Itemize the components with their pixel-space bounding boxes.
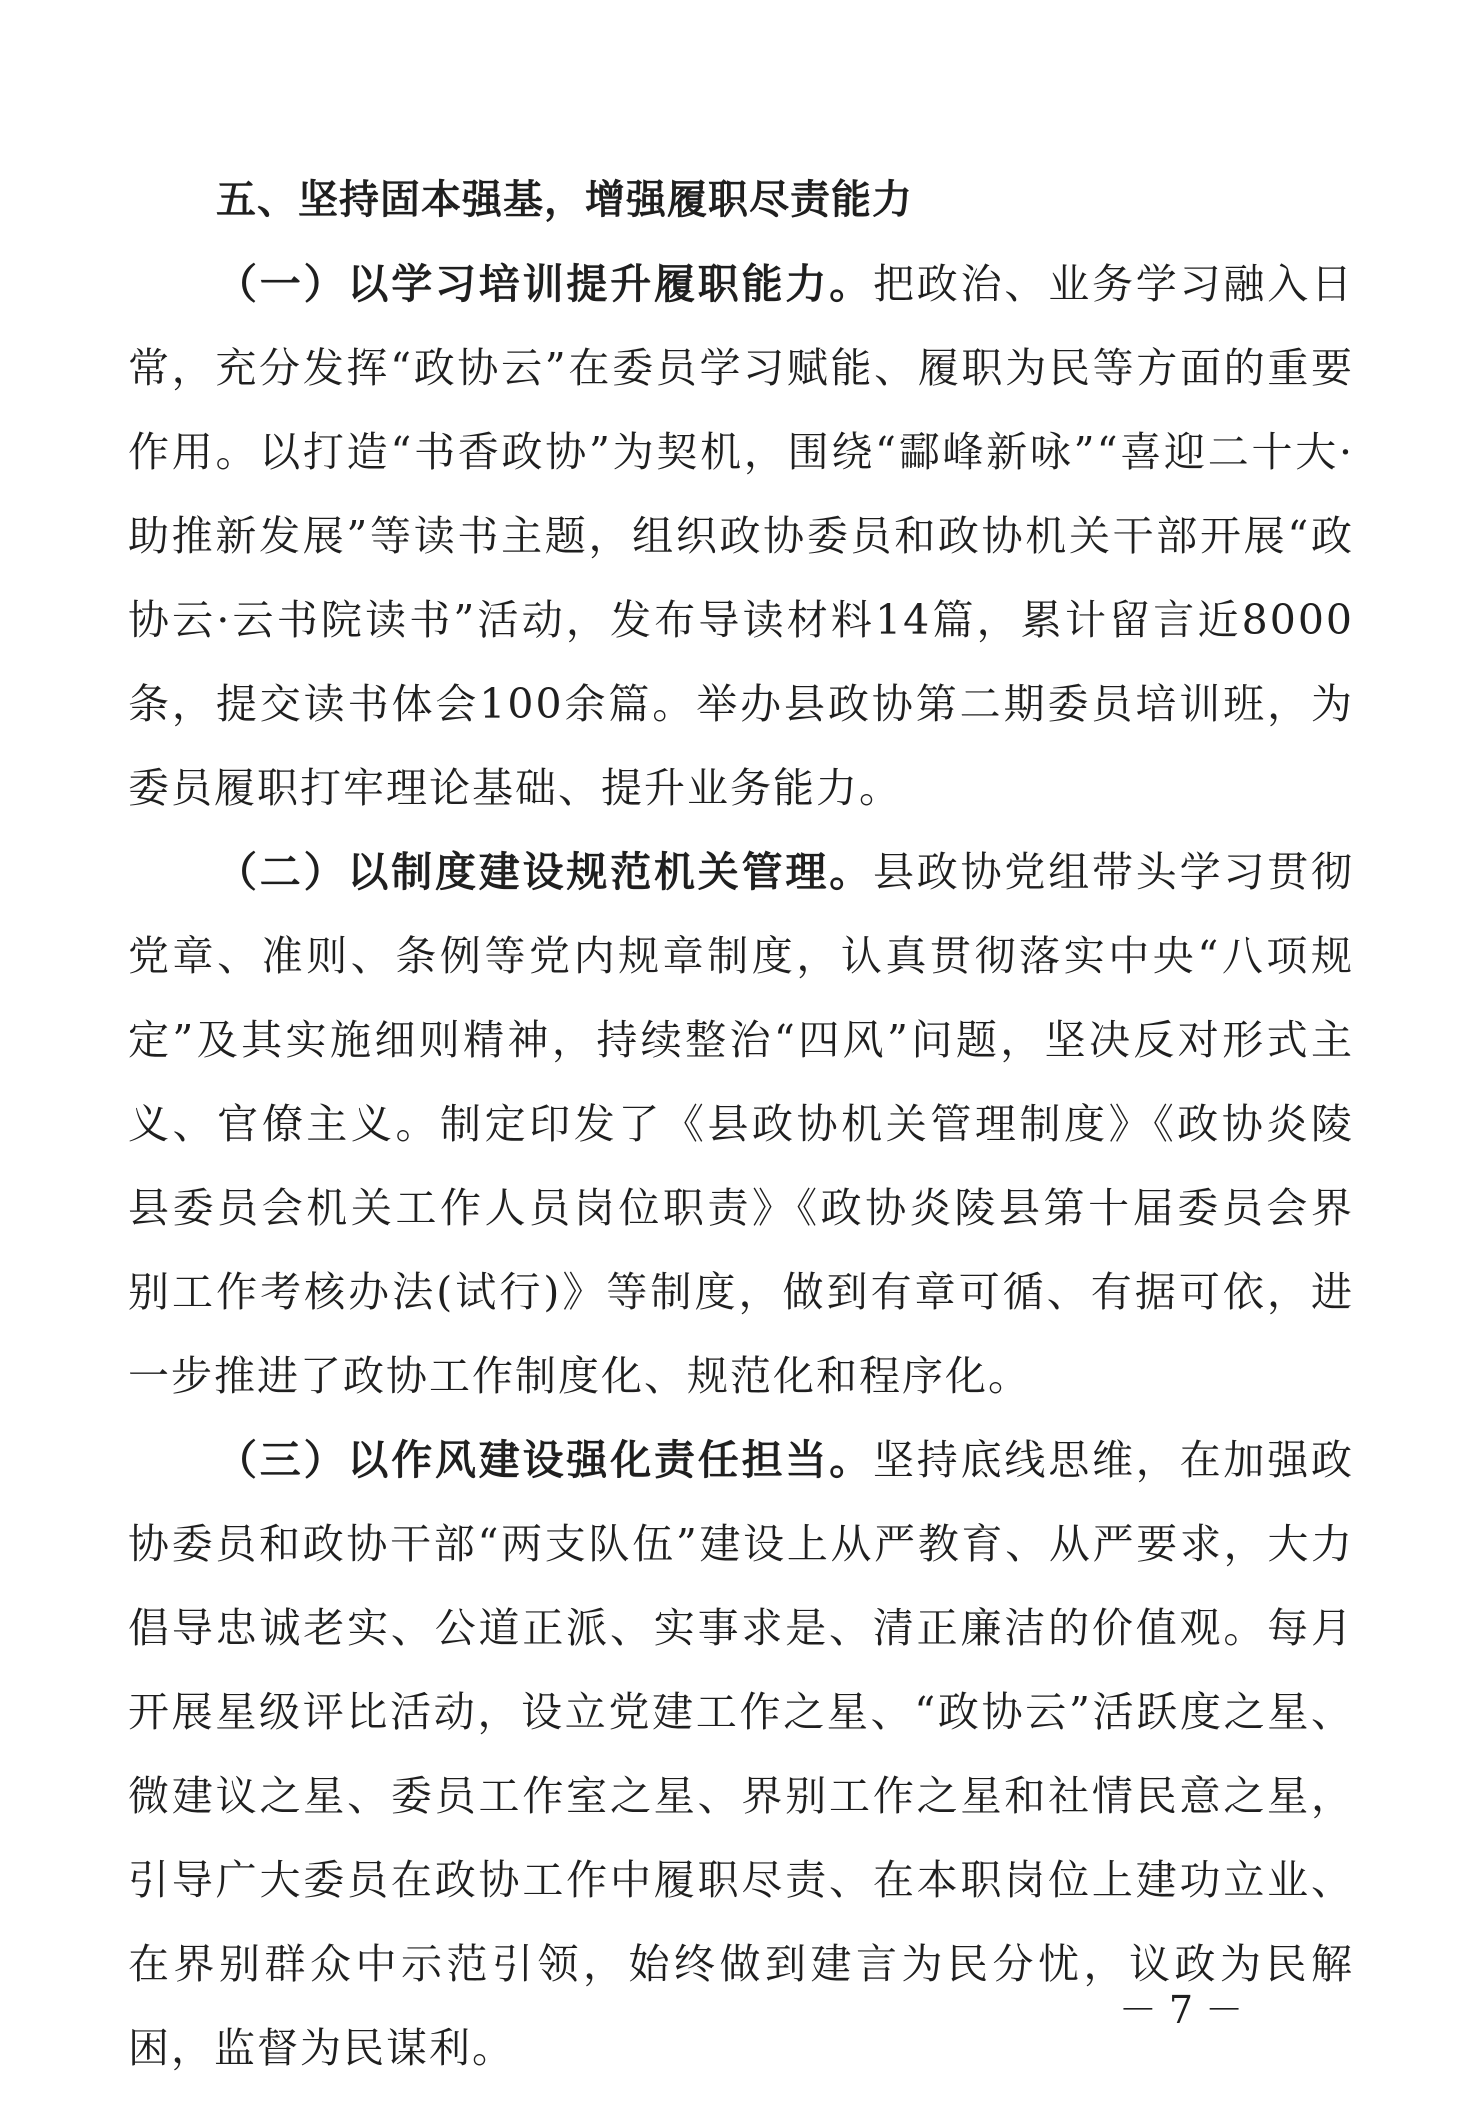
page-number: － 7 －: [1118, 1988, 1244, 2032]
section-heading: 五、坚持固本强基，增强履职尽责能力: [216, 177, 913, 223]
paragraph-lead: （二）以制度建设规范机关管理。: [216, 848, 873, 896]
paragraph-lead: （一）以学习培训提升履职能力。: [216, 260, 873, 308]
paragraph-system-building: [128, 830, 1354, 1418]
paragraph-text: 县政协党组带头学习贯彻党章、准则、条例等党内规章制度，认真贯彻落实中央“八项规定”及其实施细则精神，持续整治“四风”问题，坚决反对形式主义、官僚主义。制定印发了《县政协机关管理制度》《政协炎陵县委员会机关工作人员岗位职责》《政协炎陵县第十届委员会界别工作考核办法(试行)》等制度，做到有章可循、有据可依，进一步推进了政协工作制度化、规范化和程序化。: [128, 848, 1354, 1400]
paragraph-text: 坚持底线思维，在加强政协委员和政协干部“两支队伍”建设上从严教育、从严要求，大力倡导忠诚老实、公道正派、实事求是、清正廉洁的价值观。每月开展星级评比活动，设立党建工作之星、“政协云”活跃度之星、微建议之星、委员工作室之星、界别工作之星和社情民意之星，引导广大委员在政协工作中履职尽责、在本职岗位上建功立业、在界别群众中示范引领，始终做到建言为民分忧，议政为民解困，监督为民谋利。: [128, 1436, 1354, 2072]
page-body: [128, 158, 1354, 2090]
paragraph-text: 把政治、业务学习融入日常，充分发挥“政协云”在委员学习赋能、履职为民等方面的重要作用。以打造“书香政协”为契机，围绕“酃峰新咏”“喜迎二十大·助推新发展”等读书主题，组织政协委员和政协机关干部开展“政协云·云书院读书”活动，发布导读材料14篇，累计留言近8000条，提交读书体会100余篇。举办县政协第二期委员培训班，为委员履职打牢理论基础、提升业务能力。: [128, 260, 1354, 812]
paragraph-lead: （三）以作风建设强化责任担当。: [216, 1436, 873, 1484]
paragraph-study-training: [128, 242, 1354, 830]
